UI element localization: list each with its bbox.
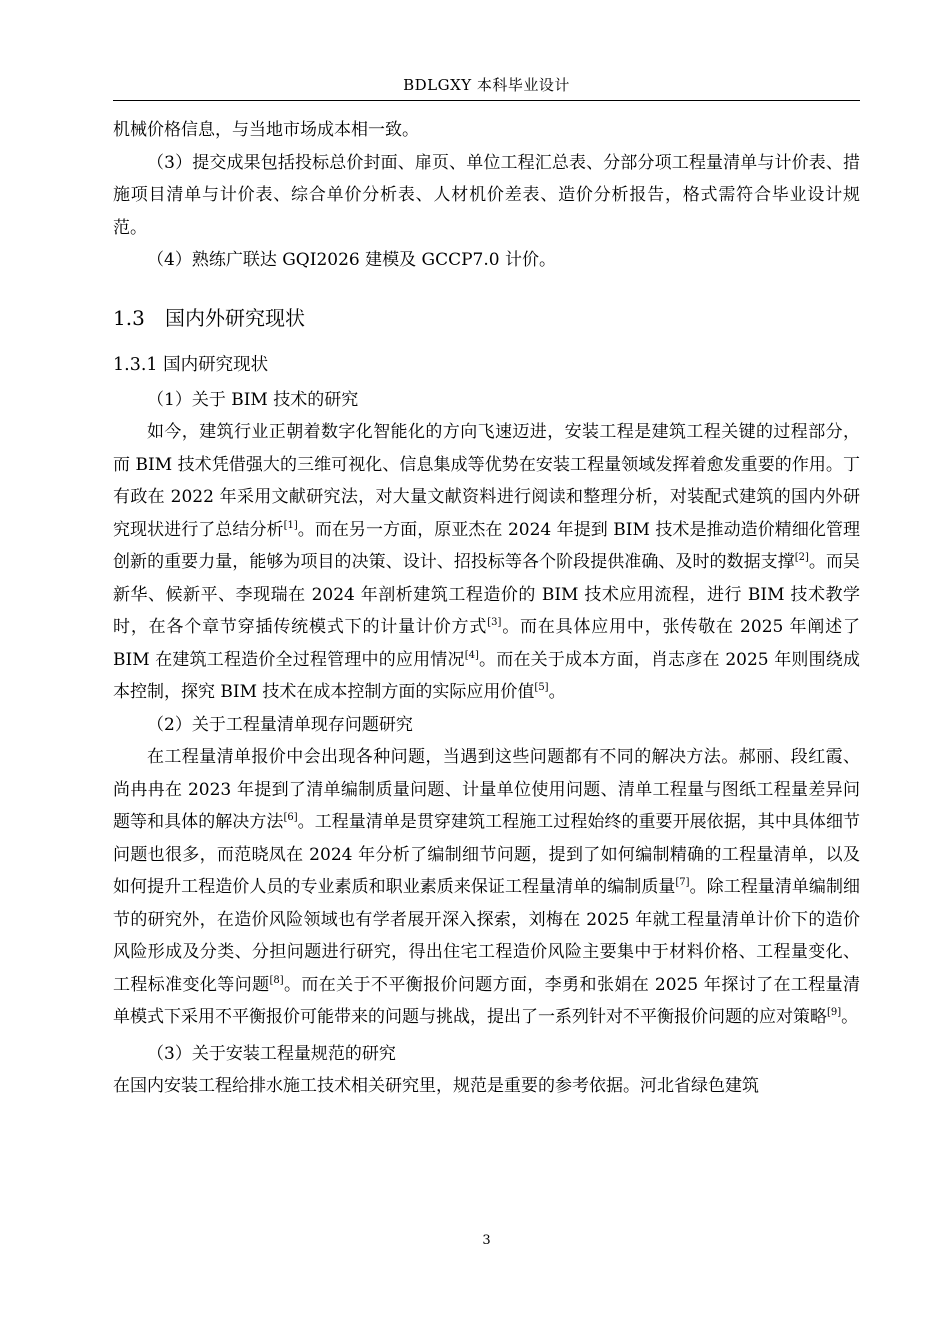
- paragraph-software: （4）熟练广联达 GQI2026 建模及 GCCP7.0 计价。: [147, 250, 556, 270]
- text-run: 。而吴新华、候新平、李现瑞在 2024 年剖析建筑工程造价的 BIM 技术应用流程，进行 BIM 技术教学时，在各个章节穿插传统模式下的计量计价方式: [113, 552, 861, 637]
- text-run: 。: [841, 1007, 859, 1027]
- topic-heading-boq: （2）关于工程量清单现存问题研究: [147, 714, 413, 735]
- section-heading-1-3: [113, 302, 860, 334]
- topic-heading-spec: （3）关于安装工程量规范的研究: [147, 1043, 396, 1064]
- text-run: 。而在关于不平衡报价问题方面，李勇和张娟在 2025 年探讨了在工程量清单模式下采用不平衡报价可能带来的问题与挑战，提出了一系列针对不平衡报价问题的应对策略: [113, 974, 861, 1027]
- page-header: BDLGXY 本科毕业设计: [403, 76, 570, 94]
- page-number: 3: [482, 1233, 491, 1248]
- text-run: 。而在另一方面，原亚杰在 2024 年提到 BIM 技术是推动造价精细化管理创新的重要力量，能够为项目的决策、设计、招投标等各个阶段提供准确、及时的数据支撑: [113, 519, 861, 572]
- subsection-title: 国内研究现状: [163, 354, 269, 375]
- text-run: 。而在关于成本方面，肖志彦在 2025 年则围绕成本控制，探究 BIM 技术在成本控制方面的实际应用价值: [113, 649, 860, 702]
- paragraph-spec-research: 在国内安装工程给排水施工技术相关研究里，规范是重要的参考依据。河北省绿色建筑: [113, 1076, 759, 1096]
- citation-ref: [2]: [794, 552, 809, 563]
- citation-ref: [7]: [675, 877, 690, 888]
- paragraph-continuation: 机械价格信息，与当地市场成本相一致。: [113, 120, 419, 140]
- page-body: [113, 114, 860, 1103]
- paragraph-deliverables: （3）提交成果包括投标总价封面、扉页、单位工程汇总表、分部分项工程量清单与计价表、措施项目清单与计价表、综合单价分析表、人材机价差表、造价分析报告，格式需符合毕业设计规范。: [113, 152, 860, 238]
- text-run: 。工程量清单是贯穿建筑工程施工过程始终的重要开展依据，其中具体细节问题也很多，而范晓凤在 2024 年分析了编制细节问题，提到了如何编制精确的工程量清单，以及如何提升工程造价人员的专业素质和职业素质来保证工程量清单的编制质量: [113, 812, 861, 897]
- citation-ref: [9]: [827, 1007, 842, 1018]
- text-run: 。: [548, 682, 566, 702]
- citation-ref: [5]: [534, 682, 549, 693]
- paragraph-bim-research: [113, 416, 860, 709]
- section-title: 国内外研究现状: [165, 305, 305, 330]
- text-run: 。而在具体应用中，张传敬在 2025 年阐述了 BIM 在建筑工程造价全过程管理中的应用情况: [113, 617, 861, 670]
- citation-ref: [3]: [487, 617, 502, 628]
- text-run: 。除工程量清单编制细节的研究外，在造价风险领域也有学者展开深入探索，刘梅在 2025 年就工程量清单计价下的造价风险形成及分类、分担问题进行研究，得出住宅工程造价风险主要集中于材料价格、工程量变化、工程标准变化等问题: [113, 877, 861, 995]
- citation-ref: [4]: [464, 649, 479, 661]
- paragraph-boq-research: [113, 741, 860, 1034]
- section-number: 1.3: [113, 305, 145, 330]
- subsection-number: 1.3.1: [113, 354, 158, 375]
- citation-ref: [8]: [269, 974, 284, 986]
- citation-ref: [6]: [283, 812, 298, 823]
- subsection-heading-1-3-1: [113, 350, 860, 380]
- text-run: 在工程量清单报价中会出现各种问题，当遇到这些问题都有不同的解决方法。郝丽、段红霞、尚冉冉在 2023 年提到了清单编制质量问题、计量单位使用问题、清单工程量与图纸工程量差异问题等和具体的解决方法: [113, 747, 860, 832]
- text-run: 如今，建筑行业正朝着数字化智能化的方向飞速迈进，安装工程是建筑工程关键的过程部分，而 BIM 技术凭借强大的三维可视化、信息集成等优势在安装工程量领域发挥着愈发重要的作用。丁有政在 2022 年采用文献研究法，对大量文献资料进行阅读和整理分析，对装配式建筑的国内外研究现状进行了总结分析: [113, 422, 860, 540]
- citation-ref: [1]: [283, 519, 298, 531]
- topic-heading-bim: （1）关于 BIM 技术的研究: [147, 389, 359, 410]
- header-rule: [113, 100, 860, 101]
